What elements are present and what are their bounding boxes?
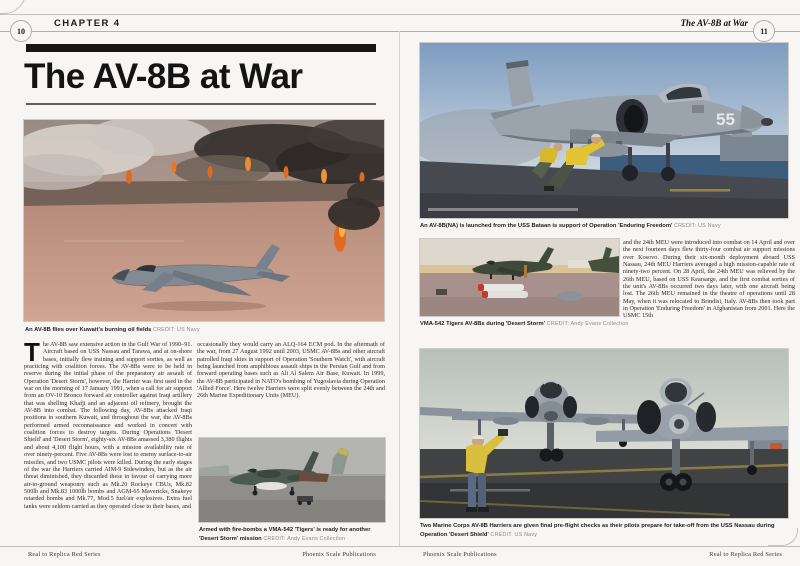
preflight-checks-illustration xyxy=(420,349,788,518)
chapter-label: CHAPTER 4 xyxy=(54,18,121,29)
footer-series-left: Real to Replica Red Series xyxy=(28,551,101,558)
footer-publisher-left: Phoenix Scale Publications xyxy=(302,551,376,558)
title-top-bar xyxy=(26,44,376,52)
caption-deck-launch xyxy=(420,222,788,231)
photo-oil-fields xyxy=(24,120,384,321)
title-underline xyxy=(26,103,376,105)
photo-vma542-ramp xyxy=(420,239,619,316)
caption-credit: CREDIT: US Navy xyxy=(152,327,200,333)
page-divider xyxy=(399,31,400,546)
caption-text: Two Marine Corps AV-8B Harriers are given final pre-flight checks as their pilots prepare for take-off from the USS Nassau during Operation 'Desert Shield' xyxy=(420,523,775,539)
caption-credit: CREDIT: US Navy xyxy=(490,532,538,539)
footer-rule xyxy=(0,546,800,547)
caption-firebomb xyxy=(199,526,385,545)
dropcap: T xyxy=(24,341,40,367)
deck-launch-illustration xyxy=(420,43,788,218)
footer-publisher-right: Phoenix Scale Publications xyxy=(423,551,497,558)
vma542-ramp-illustration xyxy=(420,239,619,316)
top-rule xyxy=(0,14,800,15)
caption-text: An AV-8B(NA) is launched from the USS Bataan is support of Operation 'Enduring Freedom' xyxy=(420,223,673,229)
caption-text: Armed with fire-bombs a VMA-542 'Tigers' is ready for another 'Desert Storm' mission xyxy=(199,527,371,543)
header-rule xyxy=(0,31,800,32)
caption-text: An AV-8B flies over Kuwait's burning oil fields xyxy=(25,327,152,333)
caption-credit: CREDIT: Andy Evans Collection xyxy=(546,321,629,327)
photo-firebomb-harrier xyxy=(199,438,385,522)
footer-series-right: Real to Replica Red Series xyxy=(709,551,782,558)
caption-credit: CREDIT: Andy Evans Collection xyxy=(263,536,346,543)
aircraft-number: 55 xyxy=(716,110,735,129)
page-title: The AV-8B at War xyxy=(24,57,303,96)
caption-oil-fields xyxy=(25,326,381,335)
photo-preflight-checks xyxy=(420,349,788,518)
caption-preflight xyxy=(420,522,788,541)
page-number-left: 10 xyxy=(10,20,32,42)
running-header: The AV-8B at War xyxy=(680,18,748,28)
caption-vma542 xyxy=(420,320,650,329)
page-number-right: 11 xyxy=(753,20,775,42)
corner-ornament-top-left xyxy=(0,0,26,14)
body-column-right: and the 24th MEU were introduced into combat on 14 April and over the next fourteen days flew thirty-four combat air support missions over Kosovo. During their six-month deployment aboard USS Nassau, 24th MEU Harriers averaged a high mission-capable rate of ninety-two percent. On 28 April, the 24th MEU was relieved by the 26th MEU, based on USS Kearsarge, and the first combat sorties of the unit's AV-8Bs occurred two days later, with one aircraft being lost. The 26th MEU remained in the theatre of operations until 28 May, when it was relocated to Brindisi, Italy. AV-8Bs then took part in Operation 'Enduring Freedom' in Afghanistan from 2001. Here the USMC 15th xyxy=(623,239,795,320)
caption-credit: CREDIT: US Navy xyxy=(674,223,721,229)
body-column-1 xyxy=(24,341,192,545)
photo-deck-launch xyxy=(420,43,788,218)
caption-text: VMA-542 Tigers AV-8Bs during 'Desert Storm' xyxy=(420,321,546,327)
body-column-2: occasionally they would carry an ALQ-164 ECM pod. In the aftermath of the war, from 27 August 1992 until 2003, USMC AV-8Bs and other aircraft patrolled Iraqi skies in support of Operation 'Southern Watch', with aircraft being launched from amphibious assault ships in the Persian Gulf and from forward operating bases such as Ali Al Salem Air Base, Kuwait. In 1999, the AV-8B participated in NATO's bombing of Yugoslavia during Operation 'Allied Force'. Here twelve Harriers were split evenly between the 24th and 26th Marine Expeditionary Units (MEU). xyxy=(197,341,385,400)
oil-fields-illustration xyxy=(24,120,384,321)
body-column-1-text: he AV-8B saw extensive action in the Gulf War of 1990–91. Aircraft based on USS Nassau and Tarawa, and at on-shore bases, initially flew training and support sorties, as well as practicing with coalition forces. The AV-8Bs were to be held in reserve during the initial phase of the preparatory air assault of Operation 'Desert Storm', however, the Harrier was first used in the war on the morning of 17 January 1991, when a call for air support from an OV-10 Bronco forward air controller against Iraqi artillery that was shelling Khafji and an adjacent oil refinery, brought the AV-8B into combat. The following day, AV-8Bs attacked Iraqi positions in southern Kuwait, and throughout the war, the AV-8Bs performed armed reconnaissance and worked in concert with coalition forces to destroy targets. During Operations 'Desert Shield' and 'Desert Storm', eighty-six AV-8Bs amassed 3,380 flights and about 4,100 flight hours, with a mission availability rate of over ninety-percent. Five AV-8Bs were lost to enemy surface-to-air missiles, and two USMC pilots were killed. During the early stages of the war the Harriers carried AIM-9 Sidewinders, but as the air threat diminished, they discarded these in favour of carrying more air-to-ground weaponry such as Mk.20 Rockeye CBUs, Mk.82 500lb and Mk.83 1000lb bombs and AGM-65 Mavericks, Snakeye retarded bombs and Mk.77, Mod.5 fuel/air explosives. Extra fuel tanks were seldom carried as they operated close to their bases, and xyxy=(24,341,192,510)
firebomb-harrier-illustration xyxy=(199,438,385,522)
